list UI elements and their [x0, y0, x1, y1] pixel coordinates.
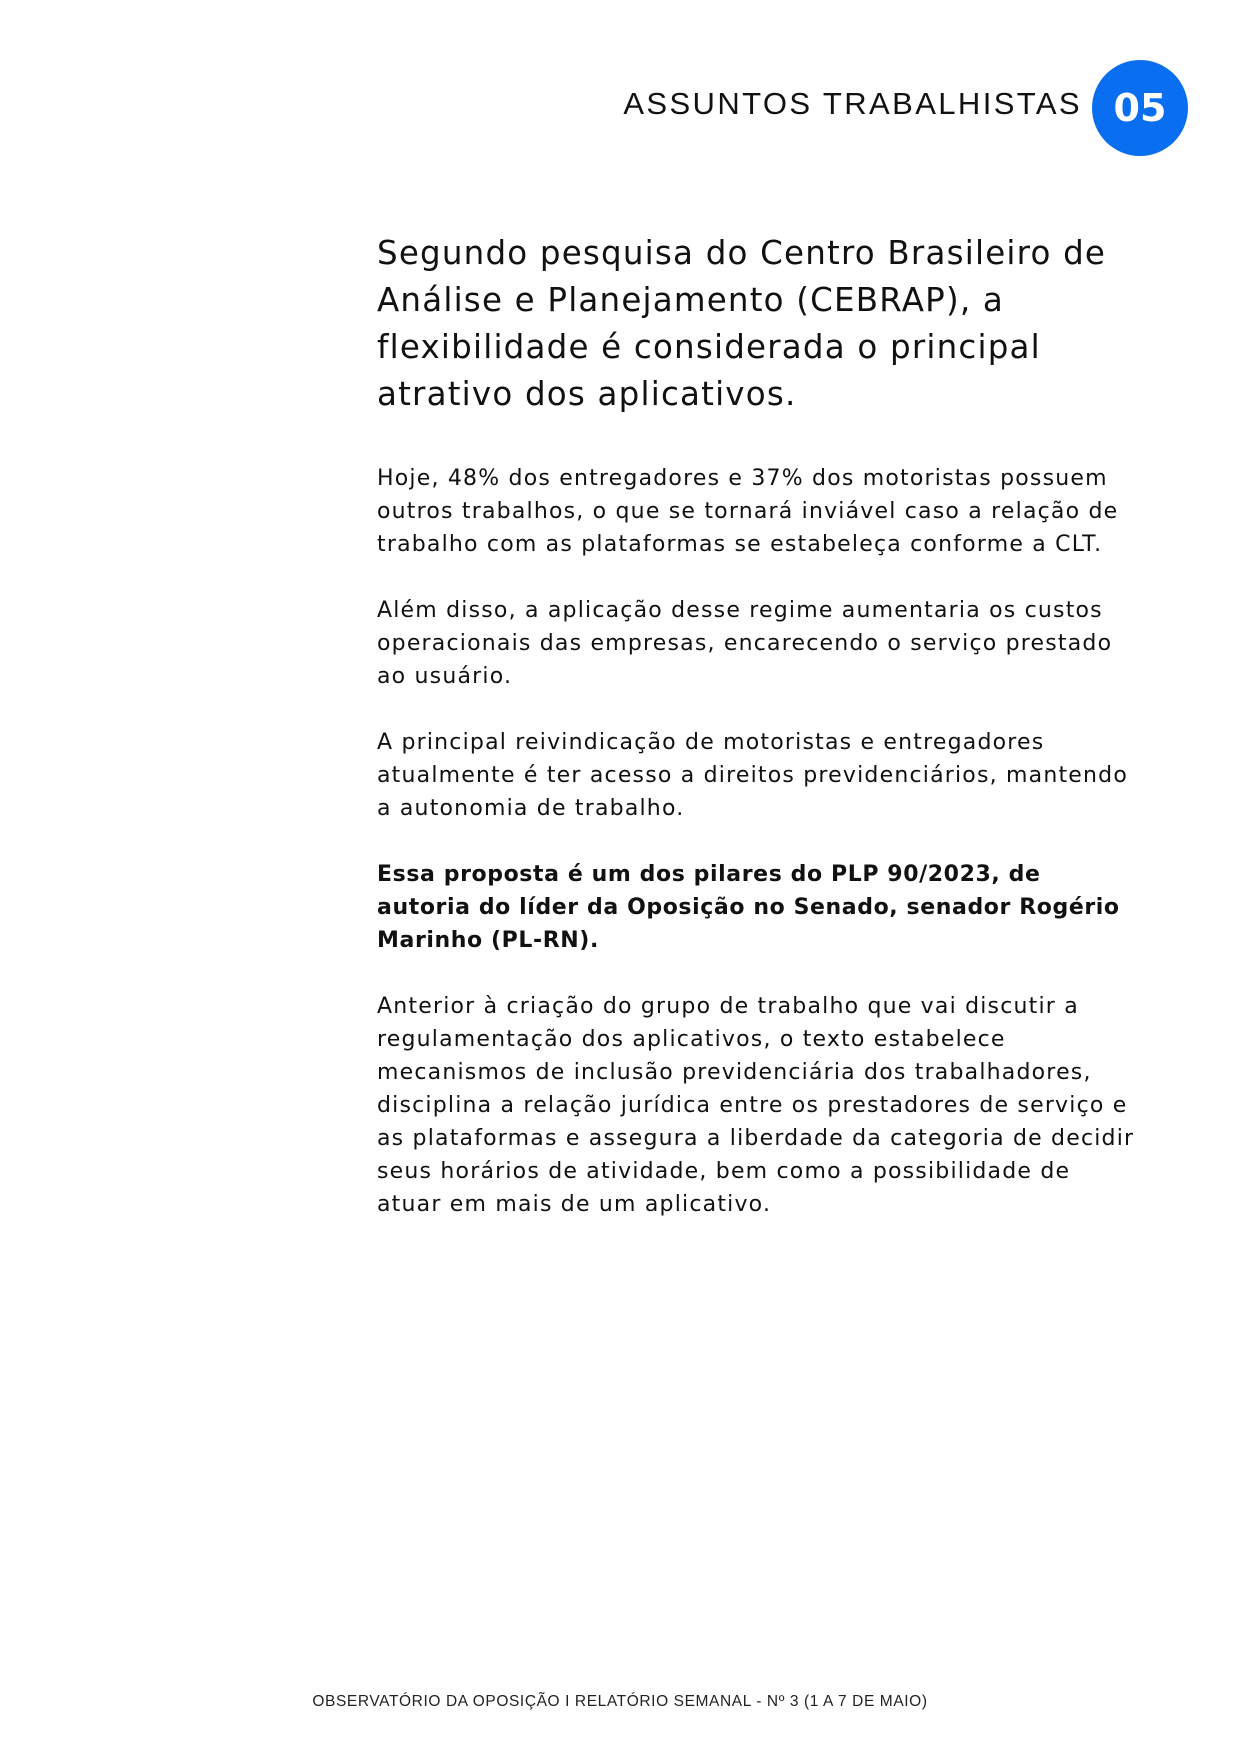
page-footer: OBSERVATÓRIO DA OPOSIÇÃO I RELATÓRIO SEMANAL - Nº 3 (1 A 7 DE MAIO): [312, 1693, 928, 1710]
section-title: ASSUNTOS TRABALHISTAS: [623, 86, 1082, 121]
page-number: 05: [1113, 86, 1167, 130]
page-number-badge: [1092, 60, 1188, 156]
paragraph-plp-highlight: Essa proposta é um dos pilares do PLP 90/2023, de autoria do líder da Oposição no Senado, senador Rogério Marinho (PL-RN).: [377, 862, 1120, 953]
paragraph-workers-stats: Hoje, 48% dos entregadores e 37% dos motoristas possuem outros trabalhos, o que se tornará inviável caso a relação de trabalho com as plataformas se estabeleça conforme a CLT.: [377, 466, 1119, 557]
paragraph-main-demand: A principal reivindicação de motoristas e entregadores atualmente é ter acesso a direitos previdenciários, mantendo a autonomia de trabalho.: [377, 730, 1129, 821]
paragraph-bill-details: Anterior à criação do grupo de trabalho que vai discutir a regulamentação dos aplicativos, o texto estabelece mecanismos de inclusão previdenciária dos trabalhadores, disciplina a relação jurídica entre os prestadores de serviço e as plataformas e assegura a liberdade da categoria de decidir seus horários de atividade, bem como a possibilidade de atuar em mais de um aplicativo.: [377, 994, 1135, 1217]
page-header: [623, 60, 1188, 156]
paragraph-operational-costs: Além disso, a aplicação desse regime aumentaria os custos operacionais das empresas, encarecendo o serviço prestado ao usuário.: [377, 598, 1113, 689]
article-body: [377, 230, 1137, 1254]
lead-paragraph: Segundo pesquisa do Centro Brasileiro de Análise e Planejamento (CEBRAP), a flexibilidade é considerada o principal atrativo dos aplicativos.: [377, 234, 1107, 413]
